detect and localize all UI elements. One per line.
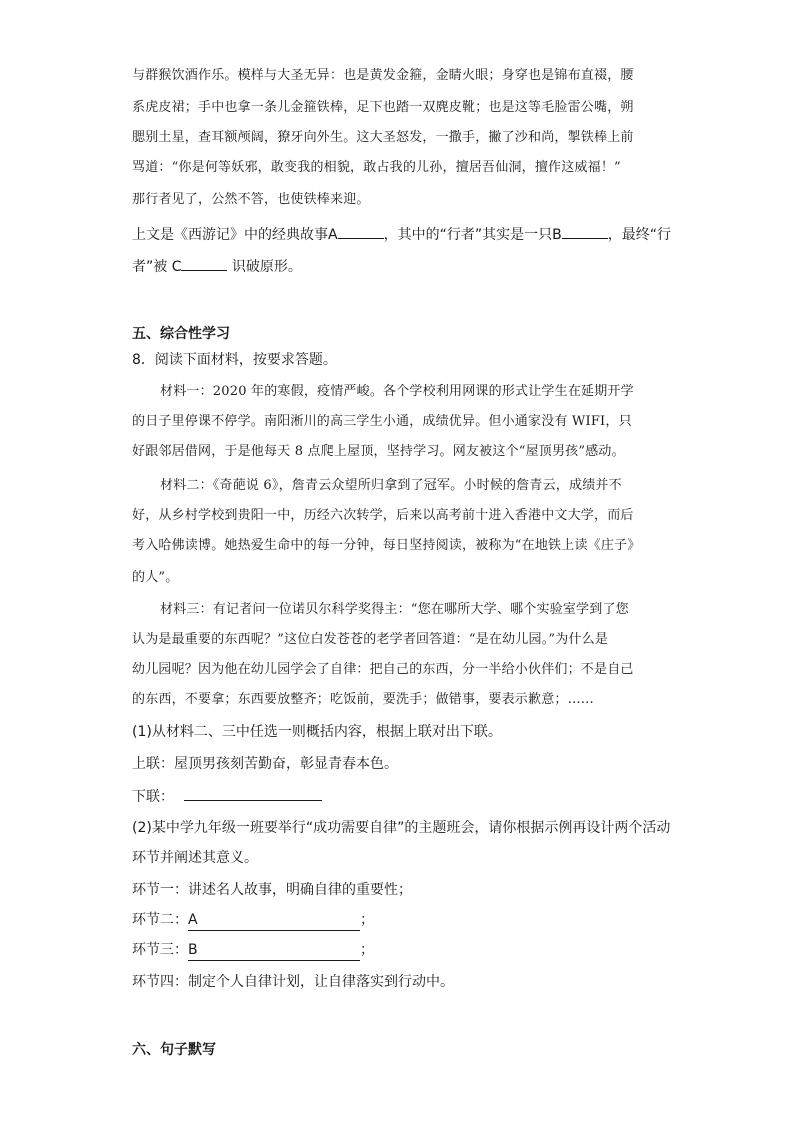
step-3-blank[interactable] [188, 940, 360, 961]
q8-stem: 8．阅读下面材料，按要求答题。 [132, 352, 337, 368]
step-3-line [132, 940, 374, 961]
q7-text-part5: 识破原形。 [227, 259, 302, 275]
step-2-line [132, 910, 374, 931]
q7-text-part1: 上文是《西游记》中的经典故事A [132, 227, 338, 243]
q7-text-part2: ，其中的“行者”其实是一只B [383, 227, 562, 243]
upper-couplet: 上联：屋顶男孩刻苦勤奋，彰显青春本色。 [132, 756, 398, 772]
q8-sub2-line-1: (2)某中学九年级一班要举行“成功需要自律”的主题班会，请你根据示例再设计两个活动 [132, 820, 671, 836]
material3-line-3: 幼儿园呢？因为他在幼儿园学会了自律：把自己的东西，分一半给小伙伴们；不是自己 [132, 662, 634, 677]
step-2-marker: A [188, 912, 198, 928]
q7-text-part3: ，最终“行 [607, 227, 671, 243]
q7-question-line-1 [132, 224, 671, 245]
material2-line-4: 的人”。 [132, 570, 179, 585]
material3-line-2: 认为是最重要的东西呢？”这位白发苍苍的老学者回答道：“是在幼儿园。”为什么是 [132, 632, 609, 647]
lower-couplet-line [132, 786, 322, 807]
passage-line-5: 那行者见了，公然不答，也使铁棒来迎。 [132, 192, 370, 207]
section-5-title: 五、综合性学习 [132, 326, 230, 342]
step-2-blank[interactable] [188, 910, 360, 931]
material1-line-2: 的日子里停课不停学。南阳淅川的高三学生小通，成绩优异。但小通家没有 WIFI，只 [132, 414, 632, 429]
passage-line-2: 系虎皮裙；手中也拿一条儿金箍铁棒，足下也踏一双麂皮靴；也是这等毛脸雷公嘴，朔 [132, 100, 634, 115]
lower-couplet-blank[interactable] [184, 786, 322, 801]
passage-line-1: 与群猴饮酒作乐。模样与大圣无异：也是黄发金箍，金睛火眼；身穿也是锦布直裰，腰 [132, 68, 634, 83]
q7-text-part4: 者”被 C [132, 259, 182, 275]
section-6-title: 六、句子默写 [132, 1042, 216, 1058]
material1-line-1: 材料一：2020 年的寒假，疫情严峻。各个学校利用网课的形式让学生在延期开学 [160, 384, 634, 399]
q8-sub1: (1)从材料二、三中任选一则概括内容，根据上联对出下联。 [132, 724, 502, 740]
step-2-end: ； [360, 912, 374, 928]
material2-line-2: 好，从乡村学校到贵阳一中，历经六次转学，后来以高考前十进入香港中文大学，而后 [132, 508, 634, 523]
material3-line-4: 的东西，不要拿；东西要放整齐；吃饭前，要洗手；做错事，要表示歉意；…… [132, 692, 595, 707]
passage-line-4: 骂道：“你是何等妖邪，敢变我的相貌，敢占我的儿孙，擅居吾仙洞，擅作这威福！” [132, 160, 621, 175]
step-1: 环节一：讲述名人故事，明确自律的重要性； [132, 882, 412, 898]
q8-sub2-line-2: 环节并阐述其意义。 [132, 850, 258, 866]
step-2-label: 环节二： [132, 912, 188, 928]
material1-line-3: 好跟邻居借网，于是他每天 8 点爬上屋顶，坚持学习。网友被这个“屋顶男孩”感动。 [132, 444, 625, 459]
material2-line-1: 材料二：《奇葩说 6》，詹青云众望所归拿到了冠军。小时候的詹青云，成绩并不 [160, 478, 622, 493]
step-3-end: ； [360, 942, 374, 958]
step-4: 环节四：制定个人自律计划，让自律落实到行动中。 [132, 974, 454, 990]
lower-couplet-label: 下联： [132, 789, 174, 805]
q7-blank-a[interactable] [338, 224, 384, 239]
q7-blank-b[interactable] [562, 224, 608, 239]
q7-blank-c[interactable] [181, 256, 227, 271]
passage-line-3: 腮别土星，查耳额颅阔，獠牙向外生。这大圣怒发，一撒手，撇了沙和尚，掣铁棒上前 [132, 130, 634, 145]
step-3-marker: B [188, 942, 198, 958]
q7-question-line-2 [132, 256, 302, 277]
material3-line-1: 材料三：有记者问一位诺贝尔科学奖得主：“您在哪所大学、哪个实验室学到了您 [160, 602, 629, 617]
material2-line-3: 考入哈佛读博。她热爱生命中的每一分钟，每日坚持阅读，被称为“在地铁上读《庄子》 [132, 538, 641, 553]
step-3-label: 环节三： [132, 942, 188, 958]
